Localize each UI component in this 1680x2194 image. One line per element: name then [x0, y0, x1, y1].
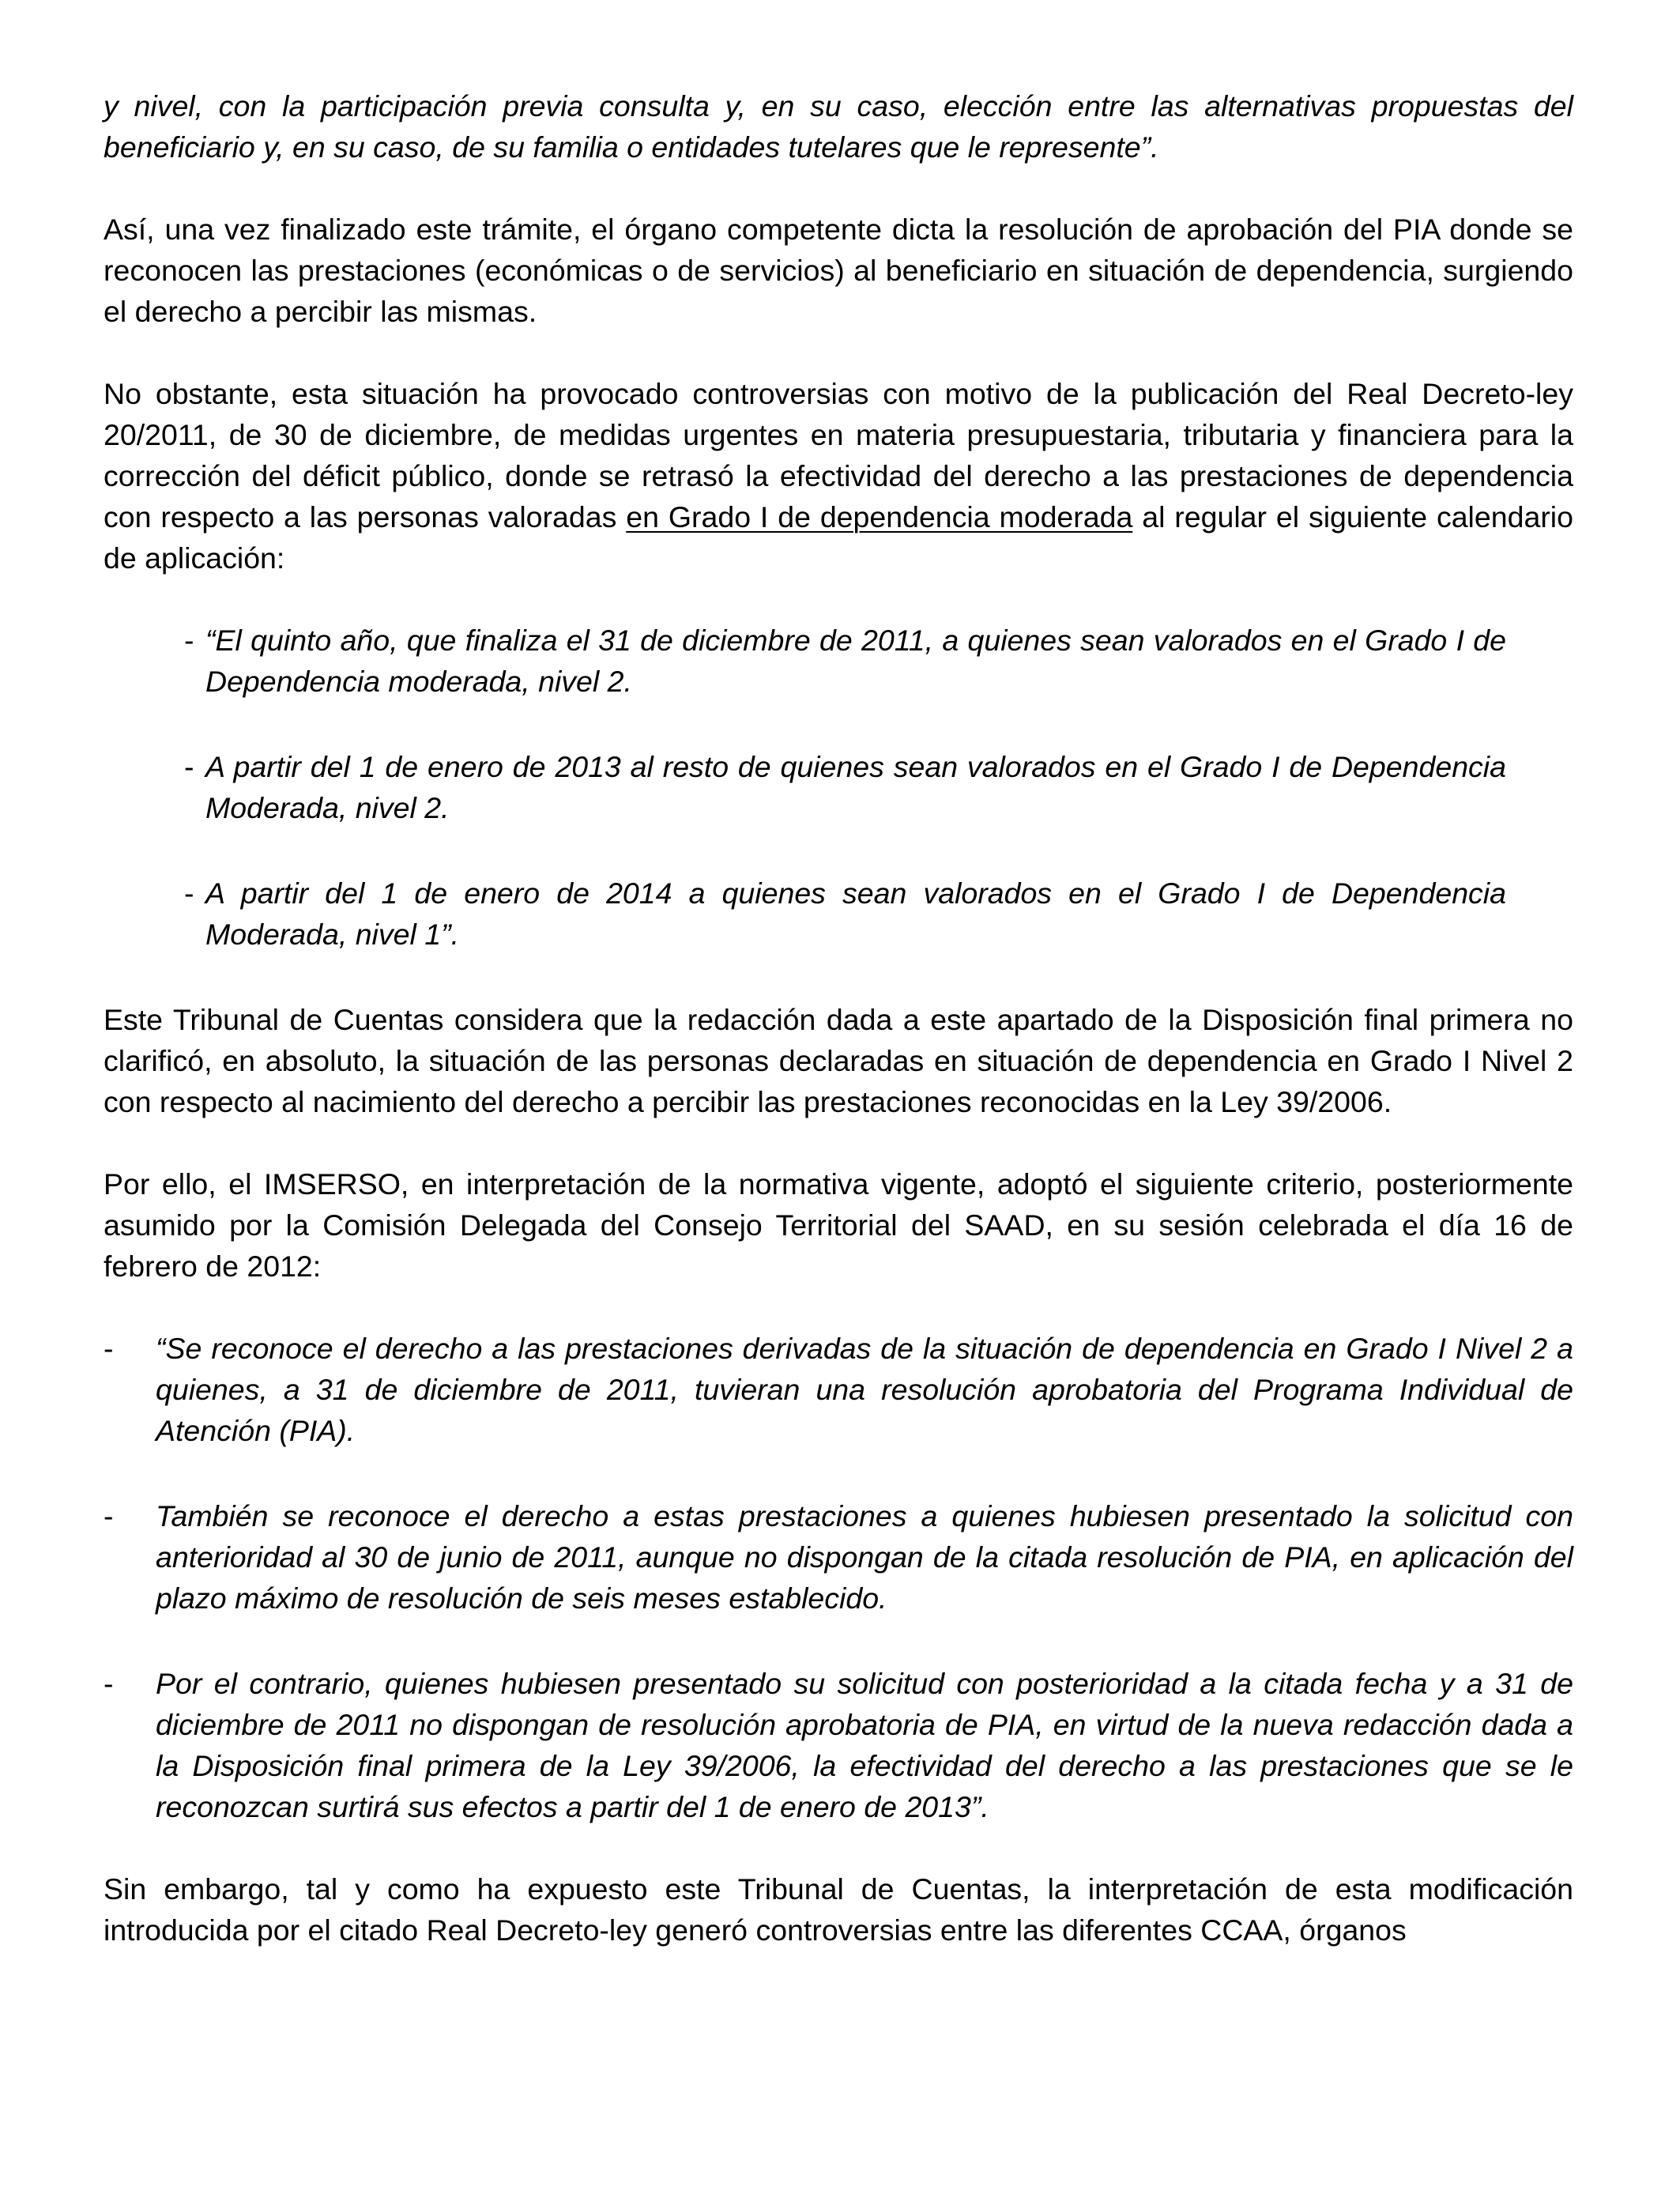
list-item-text: “Se reconoce el derecho a las prestaciones derivadas de la situación de dependencia en Grado I Nivel 2 a quienes, a 31 de diciembre de 2011, tuvieran una resolución aprobatoria del Programa Individual de Atención (PIA). — [156, 1332, 1573, 1447]
paragraph-real-decreto-text-1: No obstante, esta situación ha provocado controversias con motivo de la publicación del Real Decreto-ley 20/2011, de 30 de diciembre, de medidas urgentes en materia presupuestaria, tributaria y financiera para la corrección del déficit público, donde se retrasó la efectividad del derecho a las prestaciones de dependencia con respecto a las personas valoradas — [104, 377, 1573, 533]
paragraph-imserso-criterion: Por ello, el IMSERSO, en interpretación de la normativa vigente, adoptó el siguiente criterio, posteriormente asumido por la Comisión Delegada del Consejo Territorial del SAAD, en su sesión celebrada el día 16 de febrero de 2012: — [104, 1167, 1573, 1283]
list-item — [104, 873, 1573, 955]
dash-bullet: - — [104, 1667, 114, 1700]
paragraph-tribunal-opinion: Este Tribunal de Cuentas considera que la redacción dada a este apartado de la Disposición final primera no clarificó, en absoluto, la situación de las personas declaradas en situación de dependencia en Grado I Nivel 2 con respecto al nacimiento del derecho a percibir las prestaciones reconocidas en la Ley 39/2006. — [104, 1003, 1573, 1118]
calendar-list — [104, 620, 1573, 955]
dash-bullet: - — [184, 624, 194, 657]
list-item-text: Por el contrario, quienes hubiesen presentado su solicitud con posterioridad a la citada fecha y a 31 de diciembre de 2011 no dispongan de resolución aprobatoria de PIA, en virtud de la nueva redacción dada a la Disposición final primera de la Ley 39/2006, la efectividad del derecho a las prestaciones que se le reconozcan surtirá sus efectos a partir del 1 de enero de 2013”. — [156, 1667, 1573, 1823]
dash-bullet: - — [184, 876, 194, 910]
list-item — [104, 746, 1573, 828]
criteria-list — [104, 1328, 1573, 1827]
paragraph-continuation: y nivel, con la participación previa consulta y, en su caso, elección entre las alternativas propuestas del beneficiario y, en su caso, de su familia o entidades tutelares que le represente”. — [104, 89, 1573, 164]
list-item — [104, 1663, 1573, 1827]
list-item — [104, 1328, 1573, 1451]
list-item — [104, 1495, 1573, 1619]
list-item-text: “El quinto año, que finaliza el 31 de diciembre de 2011, a quienes sean valorados en el Grado I de Dependencia moderada, nivel 2. — [205, 624, 1506, 698]
list-item-text: También se reconoce el derecho a estas prestaciones a quienes hubiesen presentado la solicitud con anterioridad al 30 de junio de 2011, aunque no dispongan de la citada resolución de PIA, en aplicación del plazo máximo de resolución de seis meses establecido. — [156, 1499, 1573, 1615]
list-item-text: A partir del 1 de enero de 2013 al resto de quienes sean valorados en el Grado I de Dependencia Moderada, nivel 2. — [205, 750, 1506, 824]
paragraph-pia-approval: Así, una vez finalizado este trámite, el órgano competente dicta la resolución de aprobación del PIA donde se reconocen las prestaciones (económicas o de servicios) al beneficiario en situación de dependencia, surgiendo el derecho a percibir las mismas. — [104, 213, 1573, 328]
list-item — [104, 620, 1573, 702]
paragraph-real-decreto — [104, 373, 1573, 579]
dash-bullet: - — [184, 750, 194, 783]
paragraph-controversy: Sin embargo, tal y como ha expuesto este Tribunal de Cuentas, la interpretación de esta modificación introducida por el citado Real Decreto-ley generó controversias entre las diferentes CCAA, órganos — [104, 1872, 1573, 1947]
paragraph-real-decreto-text-2: al regular el siguiente calendario de aplicación: — [104, 500, 1573, 575]
document-page — [104, 85, 1573, 1951]
underlined-phrase: en Grado I de dependencia moderada — [626, 500, 1133, 533]
dash-bullet: - — [104, 1332, 114, 1365]
list-item-text: A partir del 1 de enero de 2014 a quienes sean valorados en el Grado I de Dependencia Moderada, nivel 1”. — [205, 876, 1506, 951]
dash-bullet: - — [104, 1499, 114, 1532]
